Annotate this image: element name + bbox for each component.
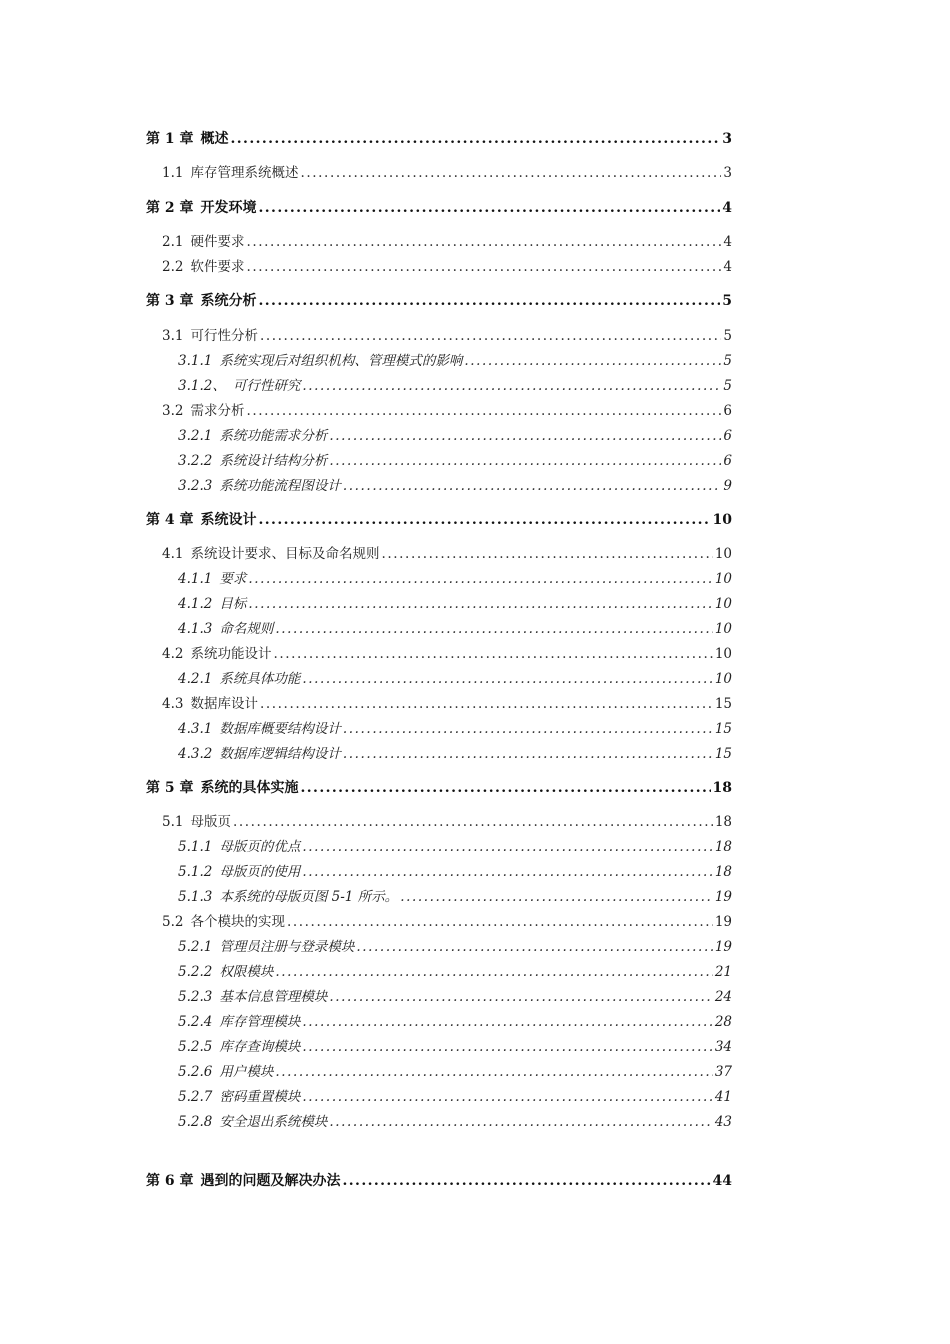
toc-number: 5.2.4 [178, 1014, 213, 1030]
toc-title: 可行性研究 [232, 378, 301, 394]
toc-subsection[interactable] [178, 1011, 732, 1031]
toc-page-number: 34 [714, 1039, 732, 1055]
toc-page-number: 3 [722, 131, 732, 147]
dot-leader [275, 620, 712, 638]
toc-title: 系统功能流程图设计 [219, 478, 341, 494]
toc-label [162, 402, 244, 420]
toc-label [146, 1172, 341, 1190]
toc-page-number: 15 [714, 696, 732, 712]
toc-label [178, 452, 327, 470]
toc-number: 4.1.3 [178, 621, 213, 637]
toc-section[interactable] [162, 256, 732, 276]
toc-page-number: 10 [714, 621, 732, 637]
toc-page-number: 6 [723, 453, 732, 469]
toc-title: 系统功能设计 [190, 646, 272, 662]
toc-number: 3.1 [162, 328, 184, 344]
toc-title: 数据库设计 [190, 696, 258, 712]
toc-title: 命名规则 [219, 621, 274, 637]
toc-page-number: 4 [723, 234, 732, 250]
toc-number: 5.2.5 [178, 1039, 213, 1055]
toc-title: 系统具体功能 [219, 671, 301, 687]
toc-number: 第 1 章 [146, 131, 194, 147]
toc-number: 第 4 章 [146, 512, 194, 528]
toc-title: 数据库概要结构设计 [219, 721, 341, 737]
toc-label [178, 352, 462, 370]
toc-title: 软件要求 [190, 259, 245, 275]
toc-page-number: 18 [712, 780, 732, 796]
toc-label [162, 813, 231, 831]
toc-title: 管理员注册与登录模块 [219, 939, 355, 955]
dot-leader [329, 427, 721, 445]
toc-page-number: 41 [714, 1089, 732, 1105]
toc-number: 5.2.6 [178, 1064, 213, 1080]
dot-leader [259, 292, 721, 310]
toc-number: 5.1 [162, 814, 184, 830]
toc-page-number: 15 [714, 746, 732, 762]
toc-label [178, 888, 398, 906]
toc-label [146, 199, 257, 217]
toc-number: 5.2.1 [178, 939, 213, 955]
toc-subsection[interactable] [178, 668, 732, 688]
toc-page-number: 4 [722, 200, 732, 216]
toc-number: 3.2.1 [178, 428, 213, 444]
toc-title: 系统功能需求分析 [219, 428, 328, 444]
toc-page-number: 18 [714, 864, 732, 880]
toc-label [178, 1063, 273, 1081]
toc-section[interactable] [162, 643, 732, 663]
toc-subsection[interactable] [178, 836, 732, 856]
dot-leader [343, 477, 722, 495]
toc-page-number: 9 [723, 478, 732, 494]
toc-page-number: 6 [723, 403, 732, 419]
dot-leader [400, 888, 713, 906]
toc-chapter[interactable] [146, 509, 732, 529]
toc-page-number: 28 [714, 1014, 732, 1030]
toc-page-number: 15 [714, 721, 732, 737]
toc-label [162, 233, 244, 251]
toc-label [178, 863, 300, 881]
dot-leader [300, 164, 721, 182]
dot-leader [259, 511, 711, 529]
toc-chapter[interactable] [146, 197, 732, 217]
dot-leader [464, 352, 721, 370]
toc-number: 第 6 章 [146, 1173, 194, 1189]
dot-leader [246, 402, 721, 420]
toc-page-number: 10 [714, 571, 732, 587]
toc-title: 可行性分析 [190, 328, 258, 344]
toc-page-number: 19 [714, 914, 732, 930]
toc-subsection[interactable] [178, 375, 732, 395]
toc-chapter[interactable] [146, 1170, 732, 1190]
toc-page-number: 37 [714, 1064, 732, 1080]
toc-subsection[interactable] [178, 986, 732, 1006]
toc-subsection[interactable] [178, 743, 732, 763]
toc-number: 第 3 章 [146, 293, 194, 309]
toc-title: 系统实现后对组织机构、管理模式的影响 [219, 353, 463, 369]
toc-section[interactable] [162, 162, 732, 182]
toc-title: 库存管理系统概述 [190, 165, 299, 181]
toc-page-number: 5 [723, 353, 732, 369]
toc-title: 需求分析 [190, 403, 245, 419]
toc-page-number: 3 [723, 165, 732, 181]
toc-label [162, 695, 258, 713]
toc-title: 母版页 [190, 814, 231, 830]
toc-label [178, 720, 341, 738]
toc-page-number: 44 [712, 1173, 732, 1189]
toc-number: 5.1.1 [178, 839, 213, 855]
dot-leader [273, 645, 712, 663]
toc-subsection[interactable] [178, 1036, 732, 1056]
toc-subsection[interactable] [178, 936, 732, 956]
dot-leader [302, 838, 712, 856]
toc-title: 用户模块 [219, 1064, 274, 1080]
toc-title: 系统设计 [200, 512, 257, 528]
toc-page-number: 18 [714, 839, 732, 855]
toc-subsection[interactable] [178, 886, 732, 906]
toc-label [178, 1113, 327, 1131]
toc-page-number: 19 [714, 889, 732, 905]
dot-leader [233, 813, 713, 831]
toc-section[interactable] [162, 400, 732, 420]
toc-label [146, 511, 257, 529]
dot-leader [260, 695, 713, 713]
toc-label [146, 779, 299, 797]
toc-label [162, 164, 298, 182]
toc-section[interactable] [162, 543, 732, 563]
dot-leader [381, 545, 712, 563]
toc-number: 5.1.3 [178, 889, 213, 905]
toc-subsection[interactable] [178, 1061, 732, 1081]
toc-section[interactable] [162, 325, 732, 345]
toc-page-number: 10 [714, 596, 732, 612]
toc-subsection[interactable] [178, 618, 732, 638]
toc-label [146, 130, 229, 148]
toc-page-number: 5 [723, 378, 732, 394]
toc-label [178, 427, 327, 445]
dot-leader [302, 863, 712, 881]
toc-page-number: 10 [712, 512, 732, 528]
toc-subsection[interactable] [178, 568, 732, 588]
toc-number: 4.2.1 [178, 671, 213, 687]
toc-title: 基本信息管理模块 [219, 989, 328, 1005]
toc-subsection[interactable] [178, 861, 732, 881]
toc-label [178, 838, 300, 856]
toc-subsection[interactable] [178, 350, 732, 370]
dot-leader [329, 1113, 712, 1131]
toc-label [178, 1088, 300, 1106]
toc-title: 要求 [219, 571, 247, 587]
toc-title: 硬件要求 [190, 234, 245, 250]
toc-number: 5.2.2 [178, 964, 213, 980]
toc-page-number: 10 [714, 646, 732, 662]
toc-label [178, 620, 273, 638]
toc-chapter[interactable] [146, 290, 732, 310]
toc-subsection[interactable] [178, 475, 732, 495]
toc-section[interactable] [162, 911, 732, 931]
dot-leader [248, 595, 712, 613]
dot-leader [329, 988, 712, 1006]
toc-title: 库存查询模块 [219, 1039, 301, 1055]
dot-leader [302, 1013, 712, 1031]
toc-page-number: 10 [714, 671, 732, 687]
toc-number: 3.1.1 [178, 353, 213, 369]
toc-label [162, 327, 258, 345]
dot-leader [302, 377, 721, 395]
toc-title: 目标 [219, 596, 247, 612]
dot-leader [329, 452, 721, 470]
toc-label [178, 570, 246, 588]
toc-page-number: 10 [714, 546, 732, 562]
toc-title: 开发环境 [200, 200, 257, 216]
dot-leader [302, 670, 712, 688]
toc-page-number: 18 [714, 814, 732, 830]
toc-number: 5.2 [162, 914, 184, 930]
toc-section[interactable] [162, 693, 732, 713]
toc-page-number: 43 [714, 1114, 732, 1130]
toc-subsection[interactable] [178, 425, 732, 445]
toc-title: 系统分析 [200, 293, 257, 309]
toc-number: 4.1 [162, 546, 184, 562]
toc-number: 4.3 [162, 696, 184, 712]
toc-title: 母版页的优点 [219, 839, 301, 855]
toc-label [178, 377, 300, 395]
toc-title: 母版页的使用 [219, 864, 301, 880]
toc-page-number: 24 [714, 989, 732, 1005]
toc-page-number: 5 [722, 293, 732, 309]
toc-section[interactable] [162, 231, 732, 251]
toc-chapter[interactable] [146, 128, 732, 148]
dot-leader [246, 233, 721, 251]
toc-title: 系统设计要求、目标及命名规则 [190, 546, 380, 562]
toc-page-number: 21 [714, 964, 732, 980]
dot-leader [260, 327, 721, 345]
toc-label [146, 292, 257, 310]
dot-leader [246, 258, 721, 276]
toc-number: 3.2.3 [178, 478, 213, 494]
toc-subsection[interactable] [178, 1111, 732, 1131]
toc-page-number: 6 [723, 428, 732, 444]
toc-number: 4.3.1 [178, 721, 213, 737]
toc-title: 库存管理模块 [219, 1014, 301, 1030]
toc-number: 2.2 [162, 259, 184, 275]
toc-title: 权限模块 [219, 964, 274, 980]
dot-leader [356, 938, 712, 956]
toc-label [178, 745, 341, 763]
toc-number: 3.2 [162, 403, 184, 419]
toc-number: 4.2 [162, 646, 184, 662]
toc-title: 安全退出系统模块 [219, 1114, 328, 1130]
toc-number: 4.3.2 [178, 746, 213, 762]
toc-label [178, 670, 300, 688]
toc-title: 系统的具体实施 [200, 780, 299, 796]
toc-title: 本系统的母版页图 5-1 所示。 [219, 889, 399, 905]
toc-label [178, 938, 354, 956]
toc-label [178, 963, 273, 981]
dot-leader [301, 779, 711, 797]
toc-subsection[interactable] [178, 1086, 732, 1106]
toc-label [162, 913, 285, 931]
toc-label [178, 1038, 300, 1056]
toc-number: 第 5 章 [146, 780, 194, 796]
toc-label [178, 477, 341, 495]
dot-leader [275, 963, 712, 981]
toc-section[interactable] [162, 811, 732, 831]
dot-leader [248, 570, 712, 588]
toc-number: 第 2 章 [146, 200, 194, 216]
toc-number: 5.1.2 [178, 864, 213, 880]
toc-number: 2.1 [162, 234, 184, 250]
toc-page-number: 19 [714, 939, 732, 955]
toc-title: 概述 [200, 131, 229, 147]
toc-subsection[interactable] [178, 718, 732, 738]
toc-number: 5.2.3 [178, 989, 213, 1005]
toc-label [162, 645, 271, 663]
toc-label [178, 1013, 300, 1031]
dot-leader [343, 720, 713, 738]
toc-page-number: 4 [723, 259, 732, 275]
dot-leader [343, 1172, 711, 1190]
toc-subsection[interactable] [178, 593, 732, 613]
toc-subsection[interactable] [178, 450, 732, 470]
toc-title: 遇到的问题及解决办法 [200, 1173, 341, 1189]
toc-label [162, 545, 379, 563]
dot-leader [302, 1038, 712, 1056]
dot-leader [302, 1088, 712, 1106]
toc-title: 各个模块的实现 [190, 914, 285, 930]
toc-chapter[interactable] [146, 777, 732, 797]
toc-label [178, 595, 246, 613]
toc-title: 数据库逻辑结构设计 [219, 746, 341, 762]
toc-subsection[interactable] [178, 961, 732, 981]
dot-leader [275, 1063, 712, 1081]
dot-leader [259, 199, 721, 217]
toc-number: 4.1.1 [178, 571, 213, 587]
toc-title: 密码重置模块 [219, 1089, 301, 1105]
toc-title: 系统设计结构分析 [219, 453, 328, 469]
toc-page-number: 5 [723, 328, 732, 344]
toc-label [178, 988, 327, 1006]
dot-leader [231, 130, 721, 148]
dot-leader [287, 913, 713, 931]
toc-label [162, 258, 244, 276]
toc-number: 5.2.8 [178, 1114, 213, 1130]
toc-number: 3.1.2、 [178, 378, 226, 394]
toc-number: 5.2.7 [178, 1089, 213, 1105]
toc-number: 1.1 [162, 165, 184, 181]
toc-number: 3.2.2 [178, 453, 213, 469]
dot-leader [343, 745, 713, 763]
toc-number: 4.1.2 [178, 596, 213, 612]
